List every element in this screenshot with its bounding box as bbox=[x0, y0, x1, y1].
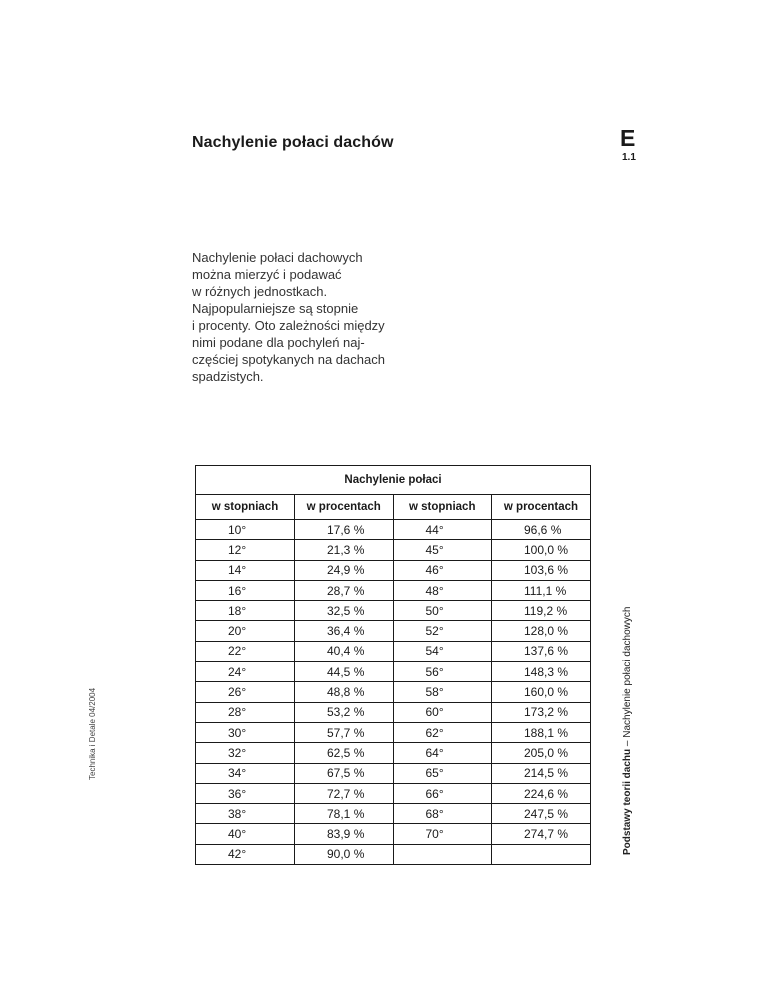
cell-degrees: 30° bbox=[196, 722, 295, 742]
cell-degrees: 14° bbox=[196, 560, 295, 580]
table-body bbox=[196, 520, 590, 865]
cell-degrees: 10° bbox=[196, 520, 295, 540]
cell-degrees: 46° bbox=[393, 560, 492, 580]
cell-percent: 53,2 % bbox=[295, 702, 394, 722]
cell-degrees: 22° bbox=[196, 641, 295, 661]
table-row bbox=[196, 722, 590, 742]
publication-credit: Technika i Detale 04/2004 bbox=[88, 687, 97, 780]
cell-percent: 78,1 % bbox=[295, 804, 394, 824]
table-row bbox=[196, 560, 590, 580]
cell-degrees bbox=[393, 844, 492, 864]
cell-percent: 214,5 % bbox=[492, 763, 591, 783]
table-row bbox=[196, 783, 590, 803]
table-row bbox=[196, 804, 590, 824]
cell-degrees: 68° bbox=[393, 804, 492, 824]
slope-conversion-table bbox=[196, 494, 590, 864]
cell-degrees: 62° bbox=[393, 722, 492, 742]
cell-percent: 57,7 % bbox=[295, 722, 394, 742]
table-row bbox=[196, 662, 590, 682]
cell-degrees: 58° bbox=[393, 682, 492, 702]
table-row bbox=[196, 540, 590, 560]
cell-percent: 128,0 % bbox=[492, 621, 591, 641]
section-number: 1.1 bbox=[622, 152, 636, 163]
cell-degrees: 24° bbox=[196, 662, 295, 682]
cell-percent: 17,6 % bbox=[295, 520, 394, 540]
table-row bbox=[196, 580, 590, 600]
cell-degrees: 52° bbox=[393, 621, 492, 641]
slope-table bbox=[195, 465, 591, 865]
cell-degrees: 26° bbox=[196, 682, 295, 702]
cell-degrees: 32° bbox=[196, 743, 295, 763]
cell-degrees: 16° bbox=[196, 580, 295, 600]
cell-percent: 274,7 % bbox=[492, 824, 591, 844]
cell-percent: 173,2 % bbox=[492, 702, 591, 722]
col-header-percent-1: w procentach bbox=[295, 495, 394, 520]
col-header-percent-2: w procentach bbox=[492, 495, 591, 520]
cell-degrees: 66° bbox=[393, 783, 492, 803]
cell-degrees: 20° bbox=[196, 621, 295, 641]
table-row bbox=[196, 743, 590, 763]
page-title: Nachylenie połaci dachów bbox=[192, 134, 394, 151]
table-row bbox=[196, 641, 590, 661]
cell-percent: 28,7 % bbox=[295, 580, 394, 600]
cell-degrees: 34° bbox=[196, 763, 295, 783]
cell-percent: 83,9 % bbox=[295, 824, 394, 844]
cell-degrees: 45° bbox=[393, 540, 492, 560]
cell-degrees: 60° bbox=[393, 702, 492, 722]
cell-percent: 111,1 % bbox=[492, 580, 591, 600]
cell-percent: 32,5 % bbox=[295, 601, 394, 621]
cell-degrees: 48° bbox=[393, 580, 492, 600]
cell-percent: 44,5 % bbox=[295, 662, 394, 682]
cell-percent: 103,6 % bbox=[492, 560, 591, 580]
cell-percent: 224,6 % bbox=[492, 783, 591, 803]
cell-percent: 24,9 % bbox=[295, 560, 394, 580]
sidebar-bold-label: Podstawy teorii dachu bbox=[622, 748, 633, 855]
cell-degrees: 70° bbox=[393, 824, 492, 844]
intro-paragraph: Nachylenie połaci dachowych można mierzyć i podawać w różnych jednostkach. Najpopularniejsze są stopnie i procenty. Oto zależności między nimi podane dla pochyleń naj- częściej spotykanych na dachach spadzistych. bbox=[192, 250, 385, 384]
cell-percent: 40,4 % bbox=[295, 641, 394, 661]
cell-percent: 67,5 % bbox=[295, 763, 394, 783]
section-letter: E bbox=[620, 125, 636, 151]
cell-percent: 205,0 % bbox=[492, 743, 591, 763]
table-row bbox=[196, 682, 590, 702]
table-row bbox=[196, 520, 590, 540]
cell-degrees: 44° bbox=[393, 520, 492, 540]
col-header-degrees-1: w stopniach bbox=[196, 495, 295, 520]
table-title: Nachylenie połaci bbox=[344, 474, 442, 486]
table-row bbox=[196, 763, 590, 783]
cell-degrees: 42° bbox=[196, 844, 295, 864]
cell-percent: 96,6 % bbox=[492, 520, 591, 540]
cell-percent: 72,7 % bbox=[295, 783, 394, 803]
cell-percent: 48,8 % bbox=[295, 682, 394, 702]
cell-percent: 21,3 % bbox=[295, 540, 394, 560]
cell-percent: 36,4 % bbox=[295, 621, 394, 641]
cell-degrees: 18° bbox=[196, 601, 295, 621]
table-header-row bbox=[196, 495, 590, 520]
cell-degrees: 12° bbox=[196, 540, 295, 560]
cell-percent: 119,2 % bbox=[492, 601, 591, 621]
section-sidebar-label bbox=[622, 607, 633, 855]
sidebar-rest-label: – Nachylenie połaci dachowych bbox=[622, 606, 633, 749]
cell-percent: 62,5 % bbox=[295, 743, 394, 763]
cell-degrees: 28° bbox=[196, 702, 295, 722]
cell-percent: 247,5 % bbox=[492, 804, 591, 824]
table-row bbox=[196, 702, 590, 722]
cell-percent: 188,1 % bbox=[492, 722, 591, 742]
cell-degrees: 50° bbox=[393, 601, 492, 621]
table-row bbox=[196, 824, 590, 844]
cell-degrees: 40° bbox=[196, 824, 295, 844]
table-row bbox=[196, 844, 590, 864]
cell-degrees: 54° bbox=[393, 641, 492, 661]
cell-degrees: 65° bbox=[393, 763, 492, 783]
cell-degrees: 38° bbox=[196, 804, 295, 824]
cell-percent: 100,0 % bbox=[492, 540, 591, 560]
col-header-degrees-2: w stopniach bbox=[393, 495, 492, 520]
cell-percent: 137,6 % bbox=[492, 641, 591, 661]
cell-degrees: 56° bbox=[393, 662, 492, 682]
cell-percent: 148,3 % bbox=[492, 662, 591, 682]
table-row bbox=[196, 601, 590, 621]
cell-percent: 90,0 % bbox=[295, 844, 394, 864]
cell-percent: 160,0 % bbox=[492, 682, 591, 702]
cell-percent bbox=[492, 844, 591, 864]
cell-degrees: 36° bbox=[196, 783, 295, 803]
table-row bbox=[196, 621, 590, 641]
cell-degrees: 64° bbox=[393, 743, 492, 763]
